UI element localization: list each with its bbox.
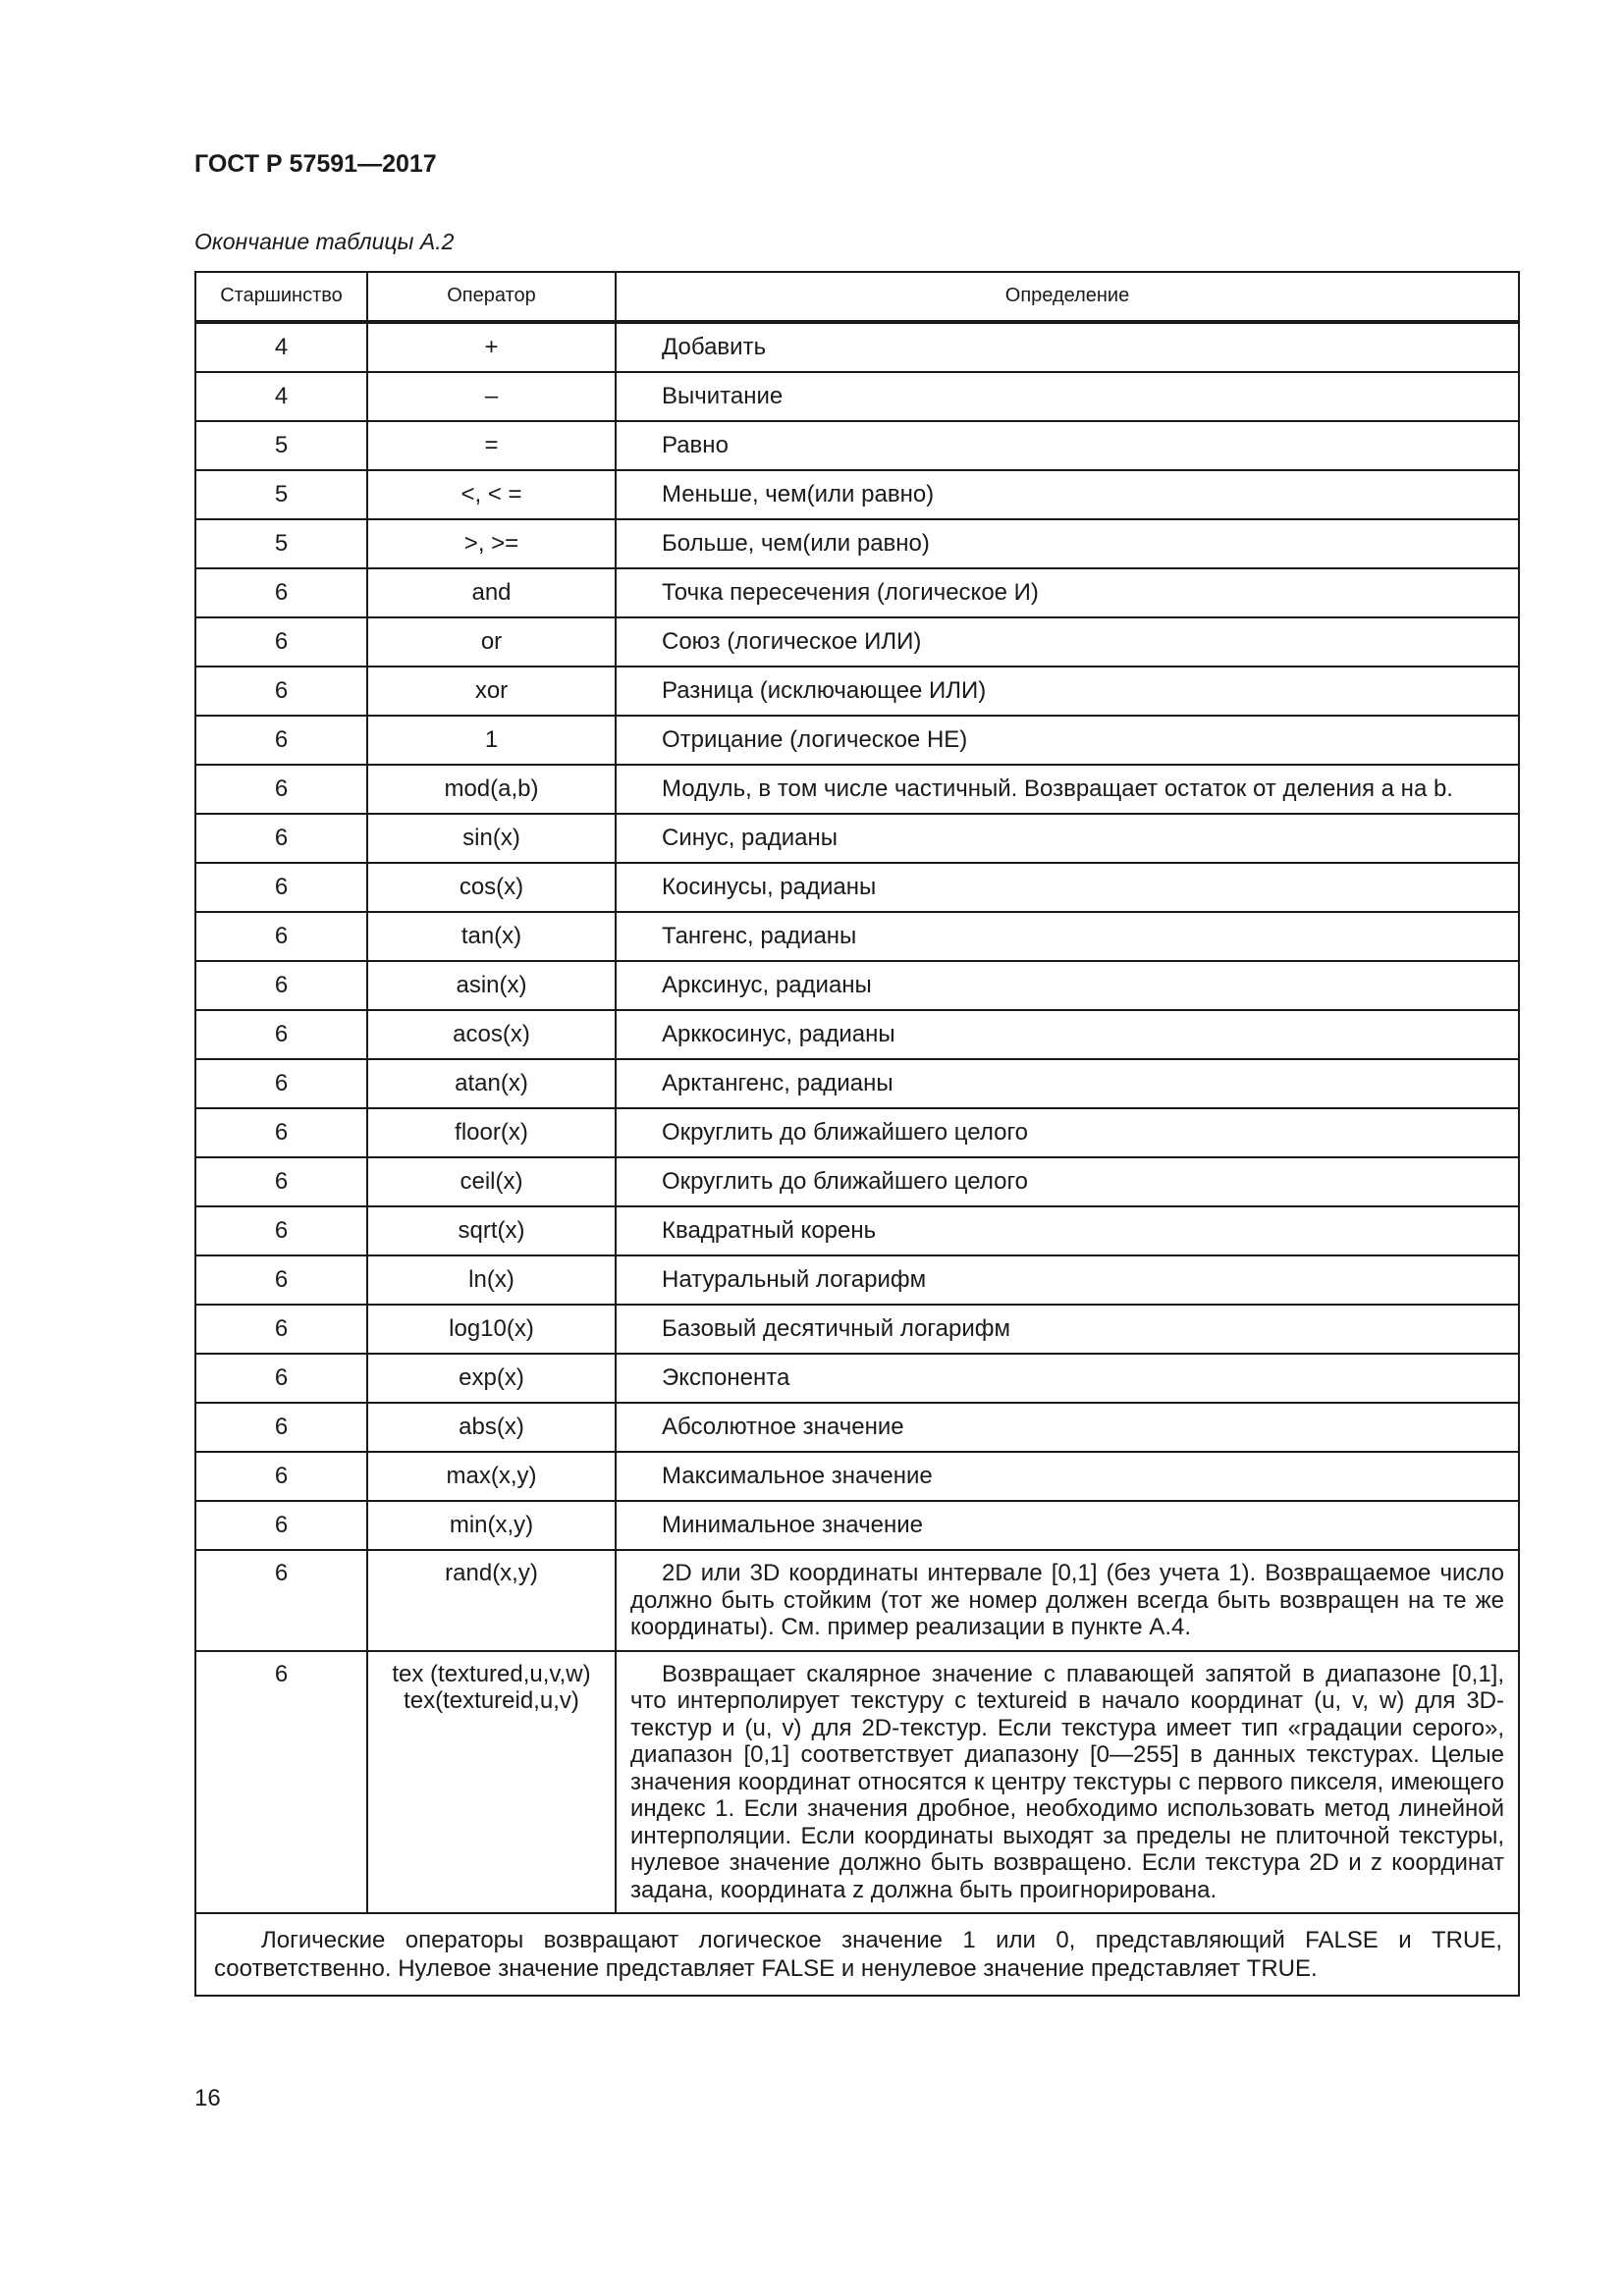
table-row: [195, 716, 1519, 765]
precedence-cell: 6: [195, 1108, 367, 1157]
definition-cell: Арксинус, радианы: [616, 961, 1519, 1010]
definition-cell: Экспонента: [616, 1354, 1519, 1403]
definition-cell: Базовый десятичный логарифм: [616, 1305, 1519, 1354]
precedence-cell: 6: [195, 1501, 367, 1550]
table-row: [195, 1305, 1519, 1354]
table-row: [195, 617, 1519, 667]
table-row: [195, 1354, 1519, 1403]
table-row: [195, 667, 1519, 716]
table-footnote: Логические операторы возвращают логическое значение 1 или 0, представляющий FALSE и TRUE, соответственно. Нулевое значение представляет FALSE и ненулевое значение представляет TRUE.: [195, 1913, 1519, 1996]
precedence-cell: 6: [195, 1157, 367, 1206]
table-row-rand: [195, 1550, 1519, 1651]
definition-cell: Абсолютное значение: [616, 1403, 1519, 1452]
definition-cell: Союз (логическое ИЛИ): [616, 617, 1519, 667]
table-row: [195, 1157, 1519, 1206]
precedence-cell: 6: [195, 667, 367, 716]
operator-cell: xor: [367, 667, 616, 716]
definition-cell: Равно: [616, 421, 1519, 470]
precedence-cell: 6: [195, 1403, 367, 1452]
precedence-cell: 5: [195, 519, 367, 568]
operator-cell: +: [367, 322, 616, 372]
table-row: [195, 1255, 1519, 1305]
table-row: [195, 1501, 1519, 1550]
column-header-definition: Определение: [616, 272, 1519, 322]
operator-cell: 1: [367, 716, 616, 765]
definition-cell: Натуральный логарифм: [616, 1255, 1519, 1305]
operator-cell: and: [367, 568, 616, 617]
operator-cell: min(x,y): [367, 1501, 616, 1550]
definition-cell: Отрицание (логическое НЕ): [616, 716, 1519, 765]
precedence-cell: 6: [195, 1651, 367, 1914]
table-footnote-row: [195, 1913, 1519, 1996]
precedence-cell: 6: [195, 1452, 367, 1501]
definition-cell: Модуль, в том числе частичный. Возвращает остаток от деления a на b.: [616, 765, 1519, 814]
definition-cell: Минимальное значение: [616, 1501, 1519, 1550]
precedence-cell: 6: [195, 716, 367, 765]
table-row: [195, 1108, 1519, 1157]
definition-cell: Синус, радианы: [616, 814, 1519, 863]
table-row: [195, 470, 1519, 519]
precedence-cell: 6: [195, 1305, 367, 1354]
operator-cell: sqrt(x): [367, 1206, 616, 1255]
definition-cell: Тангенс, радианы: [616, 912, 1519, 961]
operator-cell: abs(x): [367, 1403, 616, 1452]
operator-cell: exp(x): [367, 1354, 616, 1403]
operator-cell: >, >=: [367, 519, 616, 568]
operator-cell: or: [367, 617, 616, 667]
precedence-cell: 4: [195, 322, 367, 372]
table-row: [195, 1403, 1519, 1452]
definition-cell: Максимальное значение: [616, 1452, 1519, 1501]
table-row: [195, 519, 1519, 568]
table-row: [195, 1059, 1519, 1108]
table-caption: Окончание таблицы А.2: [194, 229, 455, 254]
operators-table: [194, 271, 1520, 1997]
precedence-cell: 5: [195, 421, 367, 470]
precedence-cell: 6: [195, 912, 367, 961]
definition-cell: Квадратный корень: [616, 1206, 1519, 1255]
precedence-cell: 6: [195, 814, 367, 863]
precedence-cell: 6: [195, 1354, 367, 1403]
definition-cell: Арккосинус, радианы: [616, 1010, 1519, 1059]
operator-line: tex (textured,u,v,w): [392, 1660, 591, 1687]
precedence-cell: 4: [195, 372, 367, 421]
table-row: [195, 421, 1519, 470]
definition-cell: Больше, чем(или равно): [616, 519, 1519, 568]
column-header-operator: Оператор: [367, 272, 616, 322]
table-row: [195, 322, 1519, 372]
definition-cell: Разница (исключающее ИЛИ): [616, 667, 1519, 716]
table-row: [195, 912, 1519, 961]
definition-cell: Точка пересечения (логическое И): [616, 568, 1519, 617]
operator-cell: atan(x): [367, 1059, 616, 1108]
precedence-cell: 6: [195, 1059, 367, 1108]
table-header-row: [195, 272, 1519, 322]
table-row: [195, 372, 1519, 421]
table-row: [195, 1010, 1519, 1059]
operator-cell: acos(x): [367, 1010, 616, 1059]
table-row: [195, 814, 1519, 863]
table-row: [195, 568, 1519, 617]
table-row: [195, 863, 1519, 912]
table-row: [195, 765, 1519, 814]
definition-cell: Меньше, чем(или равно): [616, 470, 1519, 519]
precedence-cell: 6: [195, 568, 367, 617]
definition-cell: Арктангенс, радианы: [616, 1059, 1519, 1108]
precedence-cell: 6: [195, 961, 367, 1010]
precedence-cell: 6: [195, 1550, 367, 1651]
operator-cell: log10(x): [367, 1305, 616, 1354]
operator-cell: =: [367, 421, 616, 470]
table-row: [195, 1206, 1519, 1255]
column-header-precedence: Старшинство: [195, 272, 367, 322]
operator-cell: –: [367, 372, 616, 421]
operator-cell: [367, 1651, 616, 1914]
document-code: ГОСТ Р 57591—2017: [194, 150, 437, 178]
page-number: 16: [194, 2085, 221, 2111]
operator-cell: mod(a,b): [367, 765, 616, 814]
definition-cell: Округлить до ближайшего целого: [616, 1108, 1519, 1157]
operator-cell: <, < =: [367, 470, 616, 519]
table-row-tex: [195, 1651, 1519, 1914]
table-row: [195, 961, 1519, 1010]
definition-cell: Округлить до ближайшего целого: [616, 1157, 1519, 1206]
operator-cell: ln(x): [367, 1255, 616, 1305]
precedence-cell: 6: [195, 1206, 367, 1255]
operator-cell: tan(x): [367, 912, 616, 961]
definition-cell: Косинусы, радианы: [616, 863, 1519, 912]
precedence-cell: 5: [195, 470, 367, 519]
operator-cell: cos(x): [367, 863, 616, 912]
operator-cell: asin(x): [367, 961, 616, 1010]
precedence-cell: 6: [195, 617, 367, 667]
definition-cell: Добавить: [616, 322, 1519, 372]
definition-cell: 2D или 3D координаты интервале [0,1] (без учета 1). Возвращаемое число должно быть стойким (тот же номер должен всегда быть возвращен на те же координаты). См. пример реализации в пункте А.4.: [616, 1550, 1519, 1651]
operator-cell: sin(x): [367, 814, 616, 863]
operator-cell: max(x,y): [367, 1452, 616, 1501]
operator-cell: ceil(x): [367, 1157, 616, 1206]
precedence-cell: 6: [195, 863, 367, 912]
operator-cell: floor(x): [367, 1108, 616, 1157]
table-row: [195, 1452, 1519, 1501]
precedence-cell: 6: [195, 1255, 367, 1305]
definition-cell: Вычитание: [616, 372, 1519, 421]
operator-cell: rand(x,y): [367, 1550, 616, 1651]
operator-line: tex(textureid,u,v): [404, 1686, 579, 1714]
definition-cell: Возвращает скалярное значение с плавающей запятой в диапазоне [0,1], что интерполирует текстуру с textureid в начало координат (u, v, w) для 3D-текстур и (u, v) для 2D-текстур. Если текстура имеет тип «градации серого», диапазон [0,1] соответствует диапазону [0—255] в данных текстурах. Целые значения координат относятся к центру текстуры с первого пикселя, имеющего индекс 1. Если значения дробное, необходимо использовать метод линейной интерполяции. Если координаты выходят за пределы не плиточной текстуры, нулевое значение должно быть возвращено. Если текстура 2D и z координат задана, координата z должна быть проигнорирована.: [616, 1651, 1519, 1914]
precedence-cell: 6: [195, 765, 367, 814]
precedence-cell: 6: [195, 1010, 367, 1059]
